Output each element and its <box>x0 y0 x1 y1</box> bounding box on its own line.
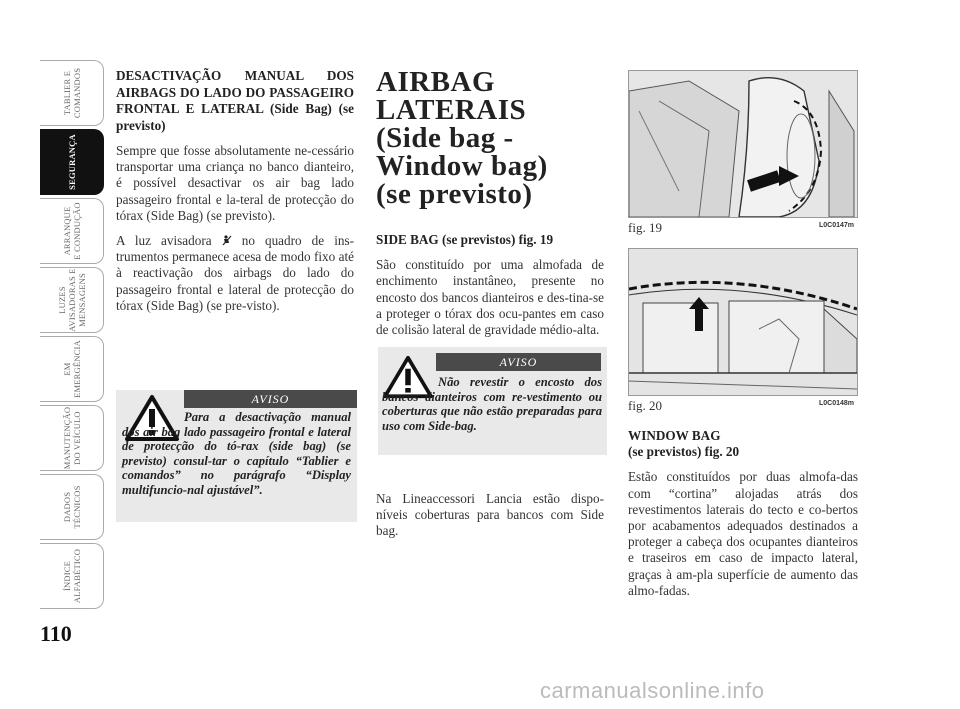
figure-20-code: L0C0148m <box>819 400 855 407</box>
warning-header: AVISO <box>184 390 357 408</box>
figure-19-code: L0C0147m <box>819 222 855 229</box>
warning-text-deactivation: Para a desactivação manual dos air bag lado passageiro frontal e lateral de protecção do tó-rax (side bag) (se previsto) consul-tar o capítulo “Tablier e comandos” no parágrafo “Display multifuncio-nal ajustável”. <box>122 410 351 497</box>
chapter-tab[interactable] <box>40 267 104 333</box>
seat-side-bag-illustration <box>629 71 857 217</box>
warning-box-deactivation <box>116 390 357 522</box>
chapter-tab[interactable] <box>40 198 104 264</box>
chapter-tab[interactable] <box>40 543 104 609</box>
airbag-off-icon <box>222 235 232 246</box>
chapter-tab[interactable] <box>40 129 104 195</box>
chapter-tab-label: DADOS TÉCNICOS <box>61 485 82 529</box>
chapter-tab-label: ARRANQUE E CONDUÇÃO <box>61 202 82 260</box>
paragraph-side-bag: São constituído por uma almofada de enchimento instantâneo, presente no encosto dos bancos dianteiros e des-tina-se a proteger o tórax dos ocu-pantes em caso de colisão lateral de gravidade médio-alta. <box>376 257 604 338</box>
figure-window-bag <box>628 248 858 396</box>
figure-20-caption: fig. 20 <box>628 398 662 413</box>
chapter-tab-label: ÍNDICE ALFABÉTICO <box>61 548 82 604</box>
chapter-tab-label: EM EMERGÊNCIA <box>61 340 82 398</box>
column-2 <box>376 68 604 347</box>
warning-text-seat-cover: Não revestir o encosto dos bancos dianteiros com re-vestimento ou coberturas que não estão preparadas para uso com Side-bag. <box>382 375 602 433</box>
column-2-lower <box>376 491 604 549</box>
chapter-tab[interactable] <box>40 474 104 540</box>
section-heading-manual-deactivation: DESACTIVAÇÃO MANUAL DOS AIRBAGS DO LADO DO PASSAGEIRO FRONTAL E LATERAL (Side Bag) (se previsto) <box>116 68 354 133</box>
chapter-tab[interactable] <box>40 336 104 402</box>
subhead-side-bag: SIDE BAG (se previstos) fig. 19 <box>376 232 554 247</box>
paragraph-window-bag: Estão constituídos por duas almofa-das com “cortina” alojadas atrás dos revestimentos laterais do tecto e co-bertos por acabamentos adequados destinados a proteger a cabeça dos ocupantes dianteiros e traseiros em caso de impacto lateral, graças à am-pla superfície de aumento das almo-fadas. <box>628 469 858 598</box>
page-title: AIRBAG LATERAIS (Side bag - Window bag) (se previsto) <box>376 66 548 210</box>
watermark: carmanualsonline.info <box>540 678 765 703</box>
chapter-tab-label: LUZES AVISADORAS E MENSAGENS <box>56 268 87 332</box>
column-3-text <box>628 428 858 608</box>
subhead-window-bag: WINDOW BAG <box>628 428 721 443</box>
chapter-tab-label: MANUTENÇÃO DO VEÍCULO <box>61 406 82 470</box>
paragraph-child-transport: Sempre que fosse absolutamente ne-cessário transportar uma criança no banco dianteiro, é possível desactivar os air bag lado passageiro frontal e la-teral de protecção do tórax (Side Bag) (se previsto). <box>116 143 354 223</box>
page-number: 110 <box>40 621 72 646</box>
window-bag-illustration <box>629 249 857 395</box>
warning-box-seat-cover <box>378 347 607 455</box>
column-1 <box>116 68 354 323</box>
chapter-tab-label: TABLIER E COMANDOS <box>61 67 82 119</box>
warning-header: AVISO <box>436 353 601 371</box>
figure-side-bag-seat <box>628 70 858 218</box>
paragraph-lineaccessori: Na Lineaccessori Lancia estão dispo-níveis coberturas para bancos com Side bag. <box>376 491 604 539</box>
figure-19-caption: fig. 19 <box>628 220 662 235</box>
chapter-tab[interactable] <box>40 60 104 126</box>
paragraph-warning-light: A luz avisadora no quadro de ins-trumentos permanece acesa de modo fixo até à reactivação dos airbags do lado do passageiro frontal e lateral de protecção do tórax (Side Bag) (se pre-visto). <box>116 233 354 313</box>
chapter-tab[interactable] <box>40 405 104 471</box>
chapter-tab-label: SEGURANÇA <box>66 134 77 190</box>
subhead-window-bag-ref: (se previstos) fig. 20 <box>628 444 740 460</box>
